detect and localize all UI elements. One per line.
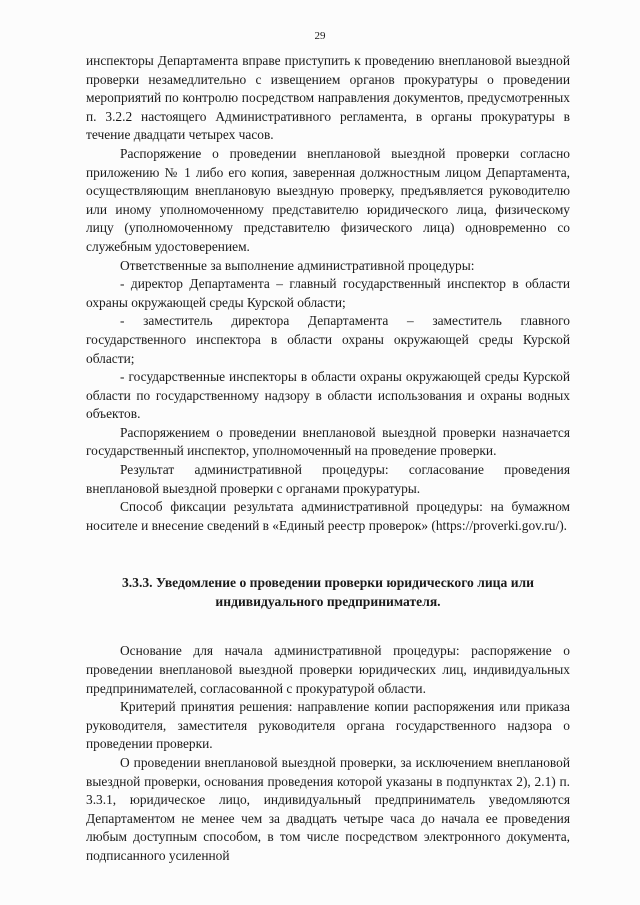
page-content [86, 52, 570, 866]
paragraph: Основание для начала административной процедуры: распоряжение о проведении внеплановой выездной проверки юридических лиц, индивидуальных предпринимателей, согласованной с прокуратурой области. [86, 643, 570, 696]
section-heading: 3.3.3. Уведомление о проведении проверки юридического лица или индивидуального предпринимателя. [121, 575, 534, 610]
list-item: - заместитель директора Департамента – заместитель главного государственного инспектора в области охраны окружающей среды Курской области; [86, 313, 570, 366]
paragraph: Результат административной процедуры: согласование проведения внеплановой выездной проверки с органами прокуратуры. [86, 462, 570, 496]
paragraph: Способ фиксации результата административной процедуры: на бумажном носителе и внесение сведений в «Единый реестр проверок» (https://proverki.gov.ru/). [86, 499, 570, 533]
paragraph: Распоряжение о проведении внеплановой выездной проверки согласно приложению № 1 либо его копия, заверенная должностным лицом Департамента, осуществляющим внеплановую выездную проверку, предъявляется руководителю или иному уполномоченному представителю юридического лица, физическому лицу (уполномоченному представителю физического лица) одновременно со служебным удостоверением. [86, 145, 570, 254]
list-item: - государственные инспекторы в области охраны окружающей среды Курской области по государственному надзору в области использования и охраны водных объектов. [86, 369, 570, 422]
paragraph: Распоряжением о проведении внеплановой выездной проверки назначается государственный инспектор, уполномоченный на проведение проверки. [86, 424, 570, 459]
paragraph: Критерий принятия решения: направление копии распоряжения или приказа руководителя, заместителя руководителя органа государственного надзора о проведении проверки. [86, 699, 570, 752]
page-number: 29 [314, 30, 326, 42]
paragraph: инспекторы Департамента вправе приступить к проведению внеплановой выездной проверки незамедлительно с извещением органов прокуратуры о проведении мероприятий по контролю посредством направления документов, предусмотренных п. 3.2.2 настоящего Административного регламента, в органы прокуратуры в течение двадцати четырех часов. [86, 53, 570, 143]
paragraph: Ответственные за выполнение административной процедуры: [120, 257, 475, 273]
list-item: - директор Департамента – главный государственный инспектор в области охраны окружающей среды Курской области; [86, 276, 570, 310]
spacer [86, 611, 570, 642]
paragraph: О проведении внеплановой выездной проверки, за исключением внеплановой выездной проверки, основания проведения которой указаны в подпунктах 2), 2.1) п. 3.3.1, юридическое лицо, индивидуальный предприниматель уведомляются Департаментом не менее чем за двадцать четыре часа до начала ее проведения любым доступным способом, в том числе посредством электронного документа, подписанного усиленной [86, 755, 570, 863]
